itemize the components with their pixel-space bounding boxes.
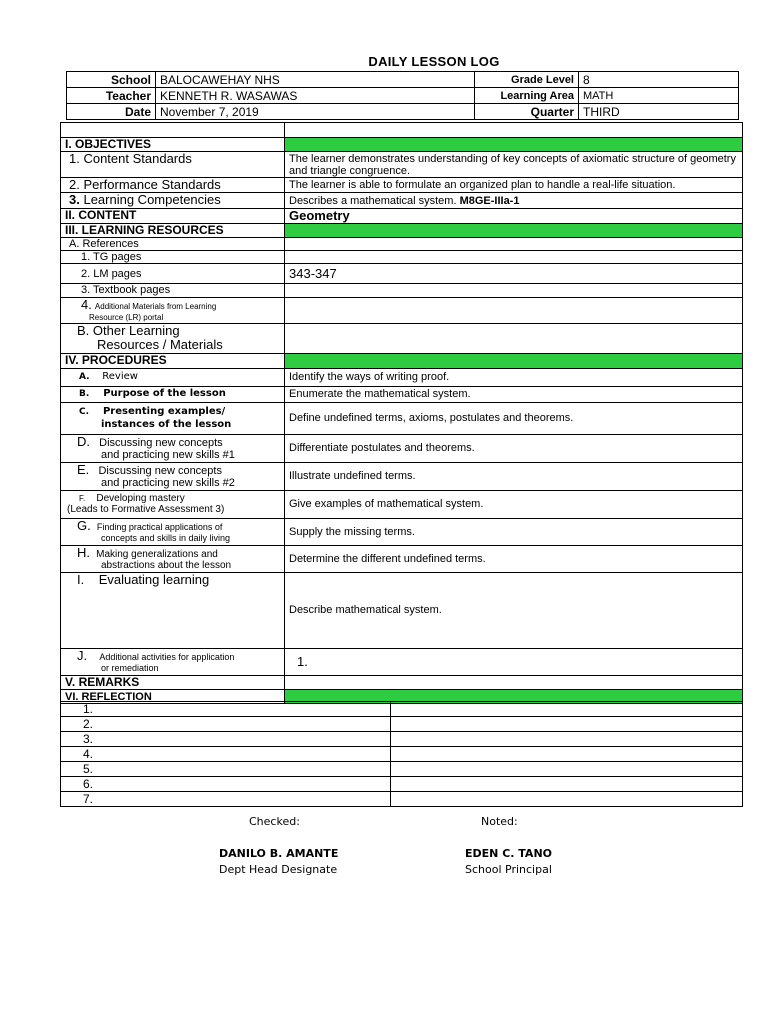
- tg-pages-label: 1. TG pages: [61, 251, 285, 264]
- content-value: Geometry: [285, 208, 743, 223]
- noted-label: Noted:: [481, 815, 518, 828]
- performance-standards-value: The learner is able to formulate an organized plan to handle a real-life situation.: [285, 178, 743, 193]
- teacher-label: Teacher: [67, 88, 156, 104]
- checker-name: DANILO B. AMANTE: [219, 847, 339, 860]
- objectives-fill: [285, 138, 743, 152]
- procedure-b-value: Enumerate the mathematical system.: [285, 386, 743, 402]
- references-label: A. References: [61, 238, 285, 251]
- teacher-value: KENNETH R. WASAWAS: [156, 88, 475, 104]
- school-label: School: [67, 72, 156, 88]
- quarter-value: THIRD: [579, 104, 739, 120]
- procedure-h-value: Determine the different undefined terms.: [285, 545, 743, 572]
- noter-name: EDEN C. TANO: [465, 847, 552, 860]
- procedure-d-value: Differentiate postulates and theorems.: [285, 434, 743, 462]
- procedure-h-label: H. Making generalizations and abstractions about the lesson: [61, 545, 285, 572]
- content-heading: II. CONTENT: [61, 208, 285, 223]
- procedures-heading: IV. PROCEDURES: [61, 354, 285, 368]
- date-label: Date: [67, 104, 156, 120]
- procedure-f-value: Give examples of mathematical system.: [285, 490, 743, 518]
- procedure-i-label: I. Evaluating learning: [61, 572, 285, 648]
- reflection-item: 6.: [61, 777, 391, 792]
- procedure-g-label: G. Finding practical applications of concepts and skills in daily living: [61, 518, 285, 545]
- remarks-heading: V. REMARKS: [61, 675, 285, 689]
- date-value: November 7, 2019: [156, 104, 475, 120]
- reflection-heading: VI. REFLECTION: [61, 690, 285, 704]
- learning-competencies-label: 3. Learning Competencies: [61, 193, 285, 208]
- noter-title: School Principal: [465, 863, 552, 876]
- lm-pages-label: 2. LM pages: [61, 264, 285, 284]
- school-value: BALOCAWEHAY NHS: [156, 72, 475, 88]
- procedure-g-value: Supply the missing terms.: [285, 518, 743, 545]
- reflection-item: 5.: [61, 762, 391, 777]
- content-standards-label: 1. Content Standards: [61, 152, 285, 178]
- header-table: [66, 71, 739, 120]
- procedure-j-label: J. Additional activities for application or remediation: [61, 648, 285, 675]
- reflection-item: 4.: [61, 747, 391, 762]
- lesson-table: [60, 122, 743, 704]
- procedure-f-label: F. Developing mastery (Leads to Formative Assessment 3): [61, 490, 285, 518]
- document-title: DAILY LESSON LOG: [368, 54, 500, 69]
- objectives-heading: I. OBJECTIVES: [61, 138, 285, 152]
- procedure-a-label: A. Review: [61, 368, 285, 386]
- checked-label: Checked:: [249, 815, 300, 828]
- performance-standards-label: 2. Performance Standards: [61, 178, 285, 193]
- reflection-item: 3.: [61, 732, 391, 747]
- grade-level-label: Grade Level: [475, 72, 579, 88]
- reflection-item: 7.: [61, 792, 391, 807]
- learning-competencies-value: Describes a mathematical system. M8GE-IIIa-1: [285, 193, 743, 208]
- reflection-item: 1.: [61, 702, 391, 717]
- learning-resources-heading: III. LEARNING RESOURCES: [61, 224, 285, 238]
- procedure-c-value: Define undefined terms, axioms, postulates and theorems.: [285, 402, 743, 434]
- procedure-c-label: C. Presenting examples/ instances of the lesson: [61, 402, 285, 434]
- quarter-label: Quarter: [475, 104, 579, 120]
- textbook-pages-label: 3. Textbook pages: [61, 284, 285, 297]
- procedure-d-label: D. Discussing new concepts and practicing new skills #1: [61, 434, 285, 462]
- reflection-item: 2.: [61, 717, 391, 732]
- reflection-table: [60, 701, 743, 807]
- procedure-i-value: Describe mathematical system.: [285, 572, 743, 648]
- other-resources-label: B. Other Learning Resources / Materials: [61, 323, 285, 354]
- grade-level-value: 8: [579, 72, 739, 88]
- learning-area-value: MATH: [579, 88, 739, 104]
- content-standards-value: The learner demonstrates understanding of key concepts of axiomatic structure of geometry and triangle congruence.: [285, 152, 743, 178]
- learning-area-label: Learning Area: [475, 88, 579, 104]
- procedure-b-label: B. Purpose of the lesson: [61, 386, 285, 402]
- procedure-e-label: E. Discussing new concepts and practicing new skills #2: [61, 462, 285, 490]
- procedure-a-value: Identify the ways of writing proof.: [285, 368, 743, 386]
- lm-pages-value: 343-347: [285, 264, 743, 284]
- additional-materials-label: 4. Additional Materials from Learning Resource (LR) portal: [61, 297, 285, 323]
- checker-title: Dept Head Designate: [219, 863, 338, 876]
- procedure-e-value: Illustrate undefined terms.: [285, 462, 743, 490]
- procedure-j-value: 1.: [285, 648, 743, 675]
